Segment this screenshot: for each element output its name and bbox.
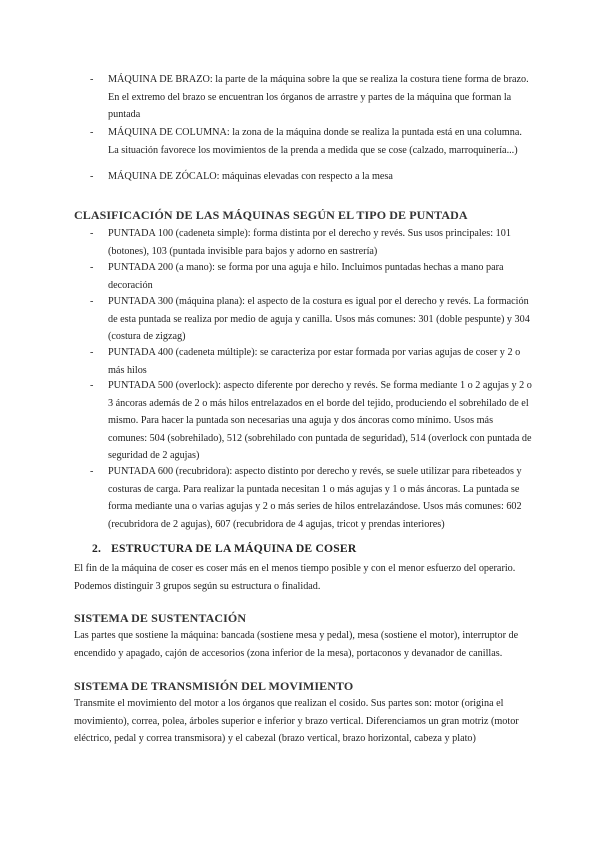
- list-item: - PUNTADA 400 (cadeneta múltiple): se caracteriza por estar formada por varias agujas de coser y 2 o más hilos: [108, 344, 532, 379]
- bullet-dash-icon: -: [90, 171, 94, 182]
- list-item: - MÁQUINA DE ZÓCALO: máquinas elevadas con respecto a la mesa: [108, 168, 532, 186]
- bullet-dash-icon: -: [90, 466, 94, 477]
- list-item: - MÁQUINA DE BRAZO: la parte de la máquina sobre la que se realiza la costura tiene forma de brazo. En el extremo del brazo se encuentran los órganos de arrastre y partes de la máquina que forman la puntada: [108, 71, 532, 124]
- list-item: - MÁQUINA DE COLUMNA: la zona de la máquina donde se realiza la puntada está en una columna. La situación favorece los movimientos de la prenda a medida que se cose (calzado, marroquinería...): [108, 124, 532, 159]
- subsection-text: Las partes que sostiene la máquina: bancada (sostiene mesa y pedal), mesa (sostiene el motor), interruptor de encendido y apagado, cajón de accesorios (zona inferior de la mesa), portaconos y devanador de canillas.: [74, 630, 519, 659]
- bullet-dash-icon: -: [90, 228, 94, 239]
- section-intro: El fin de la máquina de coser es coser más en el menos tiempo posible y con el menor esfuerzo del operario. Podemos distinguir 3 grupos según su estructura o finalidad.: [74, 563, 516, 592]
- bullet-dash-icon: -: [90, 380, 94, 391]
- list-item: - PUNTADA 200 (a mano): se forma por una aguja e hilo. Incluimos puntadas hechas a mano para decoración: [108, 259, 532, 294]
- bullet-dash-icon: -: [90, 74, 94, 85]
- subsection-heading: SISTEMA DE TRANSMISIÓN DEL MOVIMIENTO: [74, 679, 354, 693]
- section-heading: CLASIFICACIÓN DE LAS MÁQUINAS SEGÚN EL TIPO DE PUNTADA: [74, 208, 468, 222]
- subsection-text: Transmite el movimiento del motor a los órganos que realizan el cosido. Sus partes son: motor (origina el movimiento), correa, polea, árboles superior e inferior y brazo vertical. Diferenciamos un gran motriz (motor eléctrico, pedal y correa transmisora) y el cabezal (brazo vertical, brazo horizontal, cabeza y plato): [74, 698, 519, 744]
- list-item: - PUNTADA 500 (overlock): aspecto diferente por derecho y revés. Se forma mediante 1 o 2 agujas y 2 o 3 áncoras además de 2 o más hilos entrelazados en el borde del tejido, produciendo el sobrehilado de el mismo. Para hacer la puntada son necesarias una aguja y dos áncoras como mínimo. Usos más comunes: 504 (sobrehilado), 512 (sobrehilado con puntada de seguridad), 514 (overlock con puntada de seguridad de 2 agujas): [108, 377, 532, 465]
- subsection-heading: SISTEMA DE SUSTENTACIÓN: [74, 611, 247, 625]
- bullet-dash-icon: -: [90, 127, 94, 138]
- list-item: - PUNTADA 300 (máquina plana): el aspecto de la costura es igual por el derecho y revés. La formación de esta puntada se realiza por medio de aguja y canilla. Usos más comunes: 301 (doble pespunte) y 304 (costura de zigzag): [108, 293, 532, 346]
- section-number: 2.: [92, 542, 102, 555]
- bullet-dash-icon: -: [90, 262, 94, 273]
- section-title: 2. ESTRUCTURA DE LA MÁQUINA DE COSER: [92, 542, 357, 555]
- list-item: - PUNTADA 600 (recubridora): aspecto distinto por derecho y revés, se suele utilizar para ribeteados y costuras de carga. Para realizar la puntada necesitan 1 o más agujas y 1 o más áncoras. La puntada se forma mediante una o varias agujas y 2 o más series de hilos entrelazándose. Usos más comunes: 602 (recubridora de 2 agujas), 607 (recubridora de 4 agujas, tricot y prendas interiores): [108, 463, 532, 533]
- bullet-dash-icon: -: [90, 296, 94, 307]
- bullet-dash-icon: -: [90, 347, 94, 358]
- list-item: - PUNTADA 100 (cadeneta simple): forma distinta por el derecho y revés. Sus usos principales: 101 (botones), 103 (puntada invisible para bajos y adorno en sastrería): [108, 225, 532, 260]
